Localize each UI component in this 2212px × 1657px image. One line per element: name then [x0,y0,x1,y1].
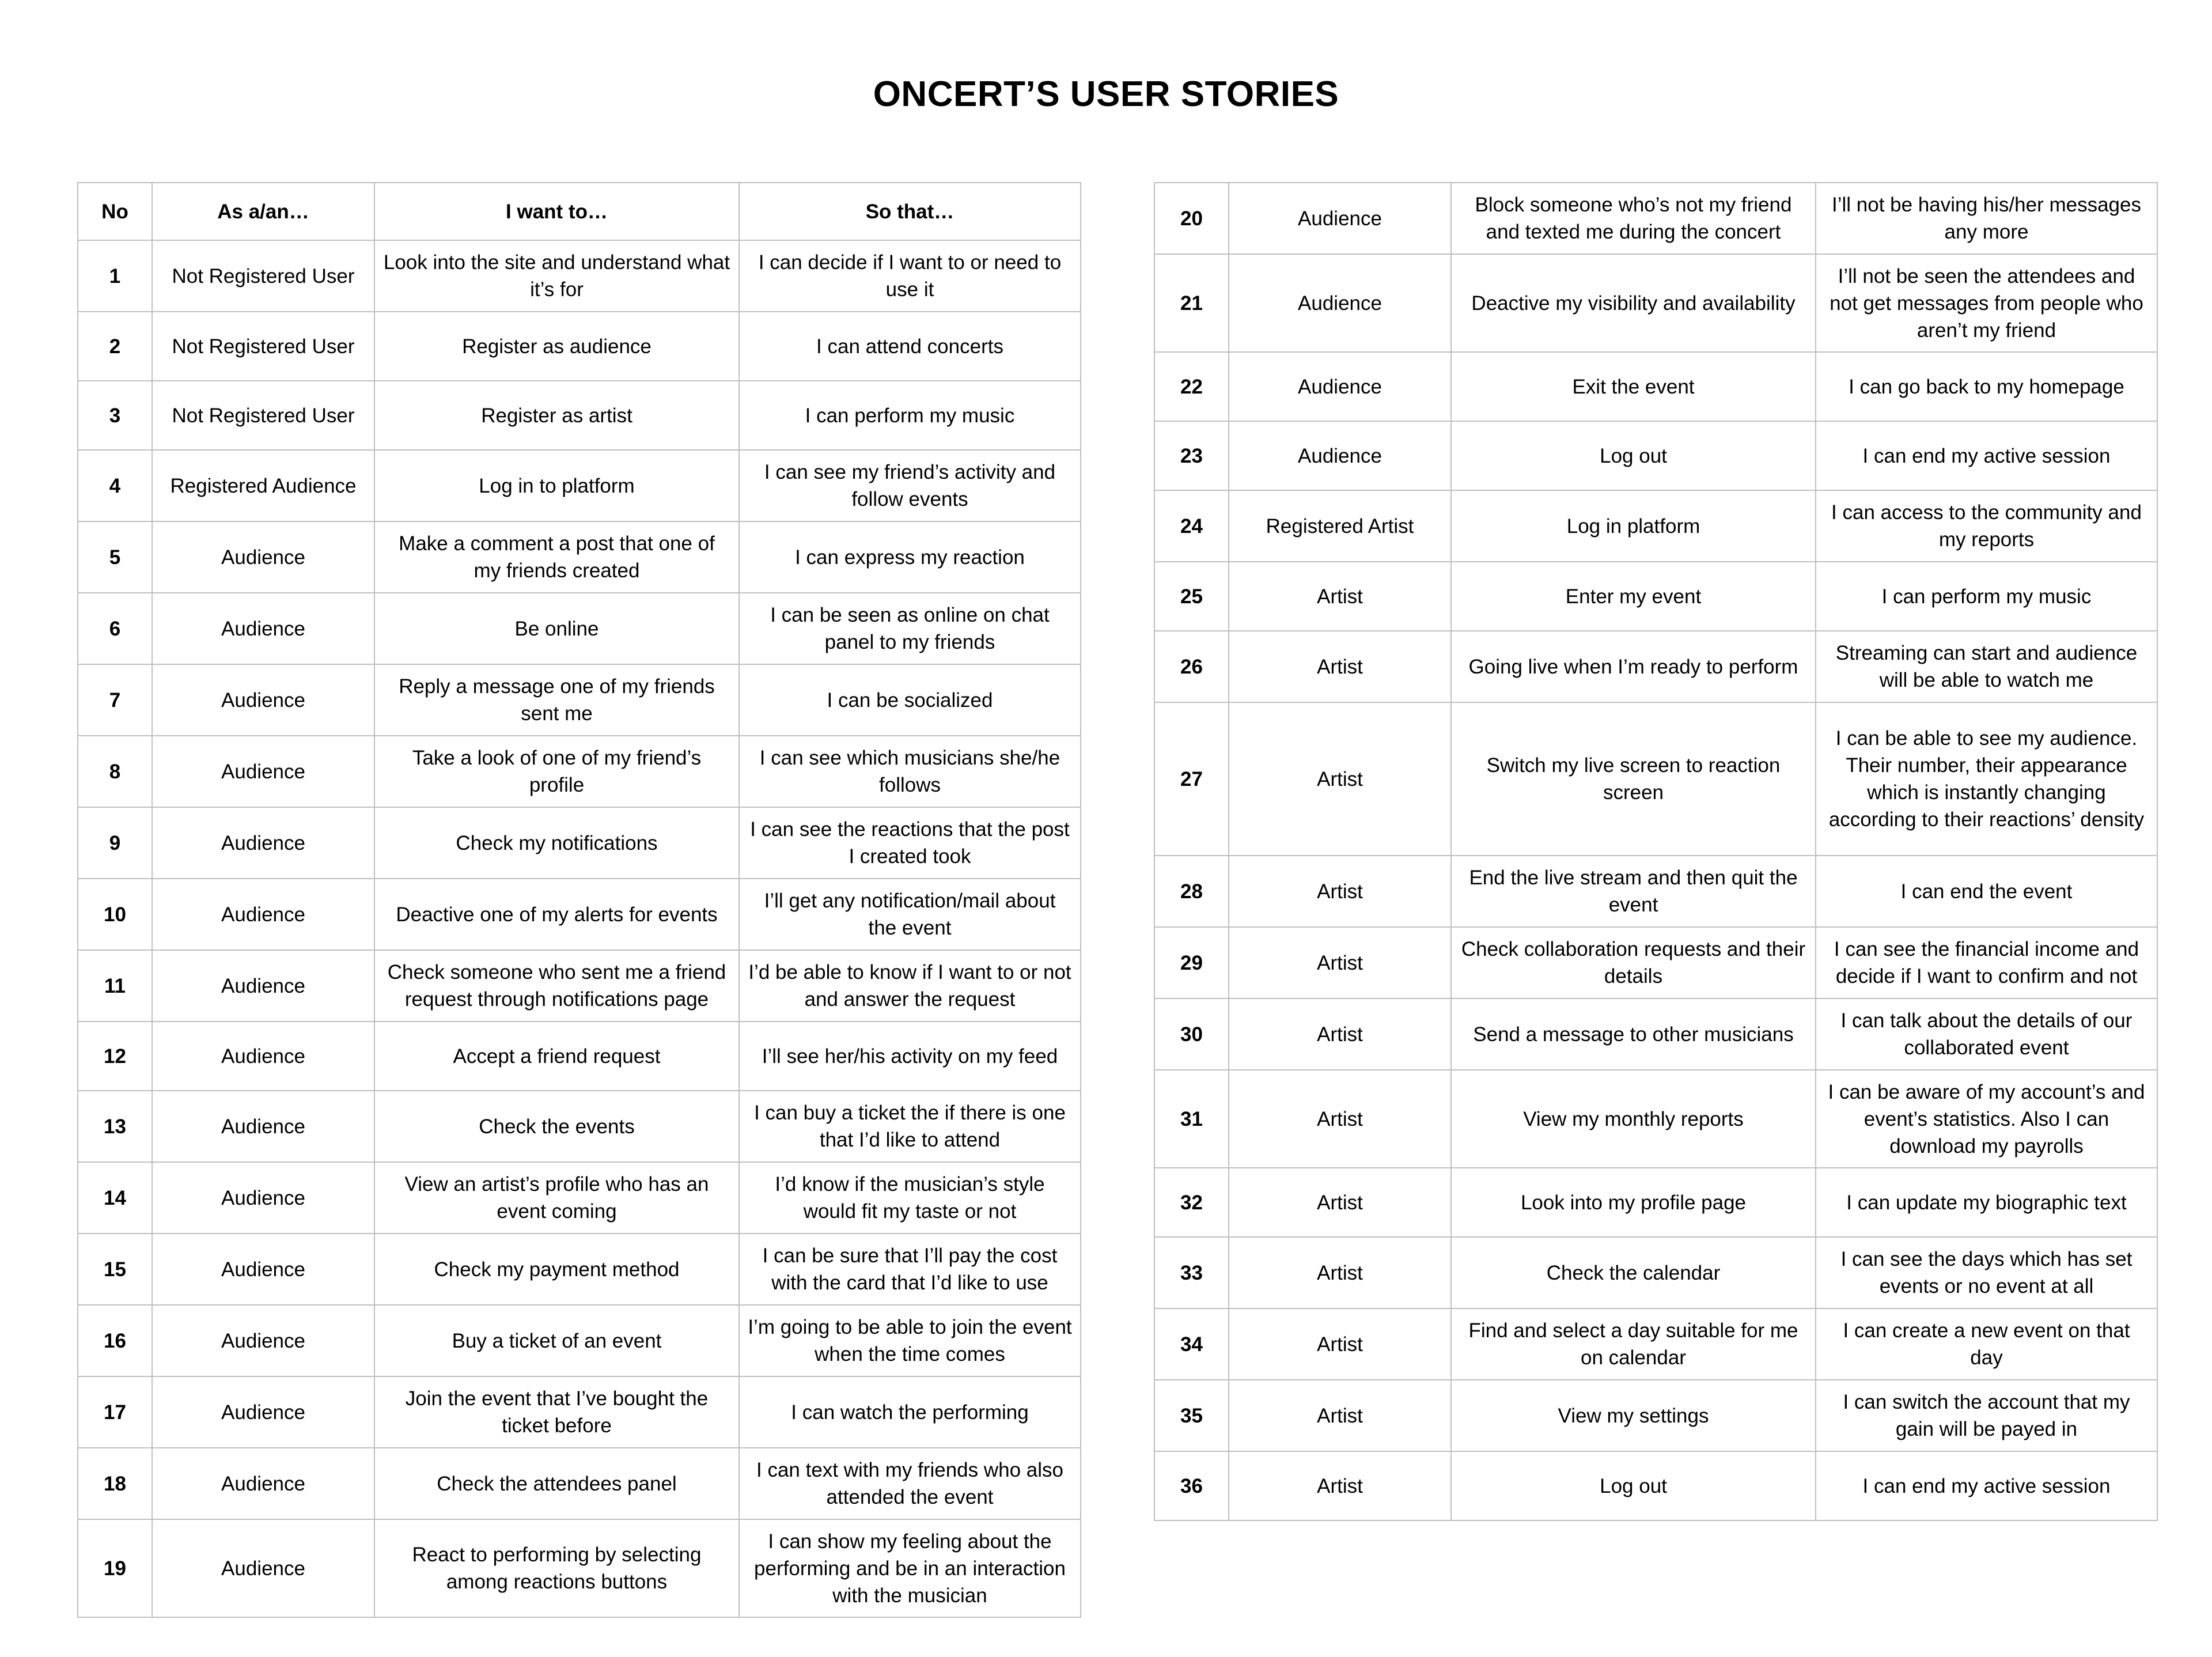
story-number: 18 [78,1448,152,1519]
table-row [1154,1168,2157,1237]
story-so-that: I can see the financial income and decide if I want to confirm and not [1816,927,2157,998]
story-so-that: I can attend concerts [739,312,1081,381]
story-role: Audience [152,593,374,664]
story-number: 12 [78,1022,152,1091]
story-so-that: I can be socialized [739,664,1081,736]
story-role: Artist [1229,1237,1451,1308]
story-role: Audience [1229,183,1451,254]
header-want: I want to… [374,183,739,240]
story-role: Not Registered User [152,240,374,312]
story-so-that: I can buy a ticket the if there is one that I’d like to attend [739,1091,1081,1162]
story-number: 34 [1154,1308,1229,1380]
table-row [78,736,1081,807]
story-so-that: I’ll not be having his/her messages any more [1816,183,2157,254]
story-role: Audience [152,1448,374,1519]
table-row [78,1519,1081,1617]
header-role: As a/an… [152,183,374,240]
story-role: Audience [1229,352,1451,421]
story-want: Buy a ticket of an event [374,1305,739,1376]
story-number: 27 [1154,702,1229,856]
table-row [78,664,1081,736]
story-want: Log in to platform [374,450,739,521]
story-so-that: I can update my biographic text [1816,1168,2157,1237]
story-so-that: I’ll not be seen the attendees and not get messages from people who aren’t my friend [1816,254,2157,352]
story-want: Deactive one of my alerts for events [374,879,739,950]
table-row [78,450,1081,521]
story-want: Reply a message one of my friends sent me [374,664,739,736]
story-role: Audience [152,1022,374,1091]
story-so-that: I can watch the performing [739,1376,1081,1448]
story-so-that: Streaming can start and audience will be able to watch me [1816,631,2157,702]
story-want: Check my payment method [374,1234,739,1305]
story-want: Join the event that I’ve bought the ticket before [374,1376,739,1448]
table-row [78,521,1081,593]
story-number: 26 [1154,631,1229,702]
table-row [1154,352,2157,421]
story-role: Audience [152,1519,374,1617]
table-row [1154,421,2157,490]
story-number: 25 [1154,562,1229,631]
story-number: 32 [1154,1168,1229,1237]
story-want: Look into the site and understand what it’s for [374,240,739,312]
story-so-that: I can text with my friends who also attended the event [739,1448,1081,1519]
story-so-that: I can be able to see my audience. Their number, their appearance which is instantly changing according to their reactions’ density [1816,702,2157,856]
story-number: 17 [78,1376,152,1448]
table-row [1154,998,2157,1070]
story-want: Check the calendar [1451,1237,1816,1308]
table-row [78,1376,1081,1448]
story-so-that: I can switch the account that my gain will be payed in [1816,1380,2157,1451]
story-so-that: I can see the days which has set events or no event at all [1816,1237,2157,1308]
story-number: 21 [1154,254,1229,352]
story-so-that: I’d know if the musician’s style would fit my taste or not [739,1162,1081,1234]
story-role: Artist [1229,1380,1451,1451]
story-want: Make a comment a post that one of my friends created [374,521,739,593]
story-number: 3 [78,381,152,450]
user-stories-table-right [1154,182,2158,1521]
table-row [1154,1237,2157,1308]
story-so-that: I can be seen as online on chat panel to my friends [739,593,1081,664]
story-role: Registered Artist [1229,490,1451,562]
story-role: Audience [152,807,374,879]
story-number: 16 [78,1305,152,1376]
table-row [78,593,1081,664]
story-so-that: I’d be able to know if I want to or not and answer the request [739,950,1081,1022]
story-number: 14 [78,1162,152,1234]
story-want: Going live when I’m ready to perform [1451,631,1816,702]
table-row [78,879,1081,950]
table-row [1154,490,2157,562]
story-number: 9 [78,807,152,879]
story-number: 20 [1154,183,1229,254]
table-row [1154,1451,2157,1520]
story-role: Audience [1229,421,1451,490]
story-want: Find and select a day suitable for me on calendar [1451,1308,1816,1380]
story-role: Artist [1229,1168,1451,1237]
table-row [1154,254,2157,352]
story-so-that: I can see the reactions that the post I created took [739,807,1081,879]
story-number: 19 [78,1519,152,1617]
table-row [78,1448,1081,1519]
story-role: Audience [152,950,374,1022]
story-role: Artist [1229,1070,1451,1168]
story-want: Send a message to other musicians [1451,998,1816,1070]
story-role: Artist [1229,1308,1451,1380]
story-want: Accept a friend request [374,1022,739,1091]
story-number: 2 [78,312,152,381]
story-role: Artist [1229,1451,1451,1520]
story-so-that: I can end the event [1816,856,2157,927]
story-want: View my settings [1451,1380,1816,1451]
story-number: 13 [78,1091,152,1162]
story-so-that: I can be sure that I’ll pay the cost with the card that I’d like to use [739,1234,1081,1305]
story-so-that: I can access to the community and my reports [1816,490,2157,562]
story-so-that: I can see my friend’s activity and follow events [739,450,1081,521]
story-number: 30 [1154,998,1229,1070]
story-want: Exit the event [1451,352,1816,421]
story-role: Audience [152,521,374,593]
story-want: Register as audience [374,312,739,381]
story-role: Artist [1229,998,1451,1070]
story-want: Log in platform [1451,490,1816,562]
table-row [78,240,1081,312]
story-want: View my monthly reports [1451,1070,1816,1168]
table-row [1154,1380,2157,1451]
story-role: Not Registered User [152,312,374,381]
story-role: Artist [1229,702,1451,856]
story-want: Be online [374,593,739,664]
story-so-that: I can go back to my homepage [1816,352,2157,421]
story-want: View an artist’s profile who has an event coming [374,1162,739,1234]
story-number: 8 [78,736,152,807]
story-number: 5 [78,521,152,593]
story-so-that: I can perform my music [739,381,1081,450]
story-role: Audience [152,1305,374,1376]
story-role: Audience [152,736,374,807]
page-title: ONCERT’S USER STORIES [873,74,1339,114]
header-no: No [78,183,152,240]
story-role: Audience [1229,254,1451,352]
story-so-that: I’m going to be able to join the event when the time comes [739,1305,1081,1376]
story-so-that: I can talk about the details of our collaborated event [1816,998,2157,1070]
story-number: 7 [78,664,152,736]
story-so-that: I can see which musicians she/he follows [739,736,1081,807]
story-number: 11 [78,950,152,1022]
table-row [78,950,1081,1022]
story-so-that: I can perform my music [1816,562,2157,631]
story-role: Audience [152,1376,374,1448]
table-row [1154,702,2157,856]
story-role: Audience [152,1234,374,1305]
story-want: Take a look of one of my friend’s profile [374,736,739,807]
story-role: Audience [152,1091,374,1162]
story-role: Not Registered User [152,381,374,450]
story-so-that: I can decide if I want to or need to use it [739,240,1081,312]
story-role: Registered Audience [152,450,374,521]
story-number: 15 [78,1234,152,1305]
story-role: Artist [1229,631,1451,702]
story-so-that: I can be aware of my account’s and event’s statistics. Also I can download my payrolls [1816,1070,2157,1168]
story-so-that: I can end my active session [1816,1451,2157,1520]
table-row [78,807,1081,879]
story-number: 6 [78,593,152,664]
table-row [1154,927,2157,998]
story-role: Audience [152,1162,374,1234]
table-row [1154,1308,2157,1380]
story-so-that: I can express my reaction [739,521,1081,593]
story-role: Artist [1229,562,1451,631]
story-number: 24 [1154,490,1229,562]
table-row [1154,856,2157,927]
story-number: 33 [1154,1237,1229,1308]
story-role: Audience [152,664,374,736]
story-number: 36 [1154,1451,1229,1520]
story-want: Check someone who sent me a friend request through notifications page [374,950,739,1022]
story-so-that: I’ll see her/his activity on my feed [739,1022,1081,1091]
story-want: Deactive my visibility and availability [1451,254,1816,352]
table-row [78,1022,1081,1091]
table-header-row [78,183,1081,240]
story-number: 1 [78,240,152,312]
story-number: 31 [1154,1070,1229,1168]
story-so-that: I can show my feeling about the performing and be in an interaction with the musician [739,1519,1081,1617]
story-number: 28 [1154,856,1229,927]
story-role: Audience [152,879,374,950]
table-row [1154,631,2157,702]
table-row [78,1162,1081,1234]
story-role: Artist [1229,927,1451,998]
story-want: Register as artist [374,381,739,450]
story-number: 35 [1154,1380,1229,1451]
story-want: Check my notifications [374,807,739,879]
story-want: End the live stream and then quit the event [1451,856,1816,927]
table-row [1154,183,2157,254]
table-row [78,1305,1081,1376]
header-so: So that… [739,183,1081,240]
story-role: Artist [1229,856,1451,927]
story-want: Log out [1451,421,1816,490]
user-stories-table-left [77,182,1081,1618]
story-so-that: I can end my active session [1816,421,2157,490]
story-number: 10 [78,879,152,950]
story-want: Log out [1451,1451,1816,1520]
table-row [78,312,1081,381]
story-want: Check the events [374,1091,739,1162]
story-number: 23 [1154,421,1229,490]
table-row [78,381,1081,450]
story-number: 22 [1154,352,1229,421]
story-number: 4 [78,450,152,521]
story-want: Enter my event [1451,562,1816,631]
story-number: 29 [1154,927,1229,998]
table-row [78,1234,1081,1305]
story-so-that: I can create a new event on that day [1816,1308,2157,1380]
table-row [1154,562,2157,631]
story-want: Block someone who’s not my friend and texted me during the concert [1451,183,1816,254]
story-want: Check collaboration requests and their details [1451,927,1816,998]
story-want: Check the attendees panel [374,1448,739,1519]
table-row [78,1091,1081,1162]
story-want: Look into my profile page [1451,1168,1816,1237]
table-row [1154,1070,2157,1168]
story-want: Switch my live screen to reaction screen [1451,702,1816,856]
story-want: React to performing by selecting among reactions buttons [374,1519,739,1617]
story-so-that: I’ll get any notification/mail about the event [739,879,1081,950]
